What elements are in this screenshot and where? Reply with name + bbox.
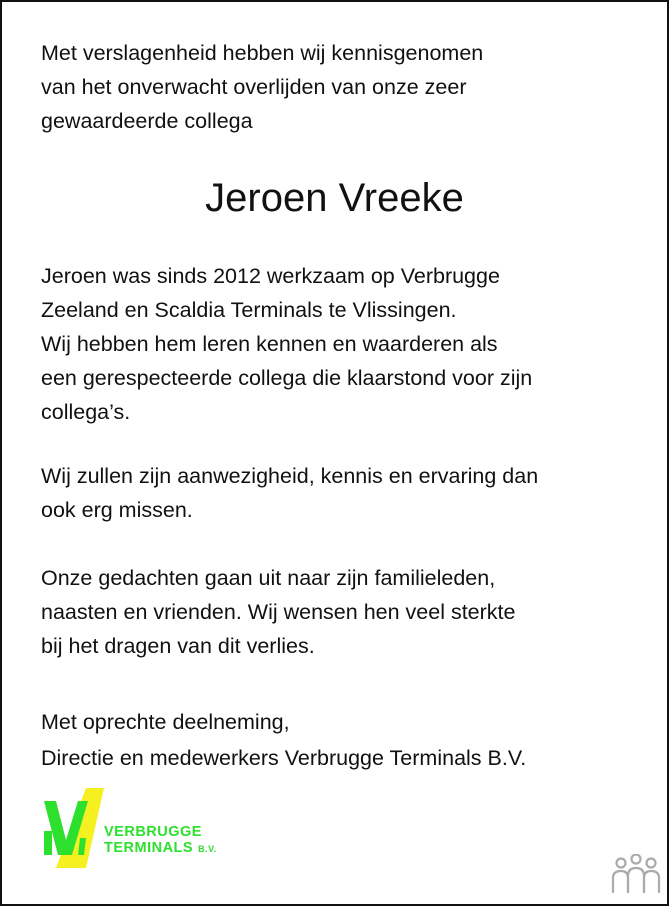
logo-wordmark [104,824,217,857]
body-line: bij het dragen van dit verlies. [41,634,315,658]
body-line: ook erg missen. [41,498,193,522]
body-line: Wij zullen zijn aanwezigheid, kennis en ervaring dan [41,464,539,488]
body-line: Wij hebben hem leren kennen en waarderen als [41,332,498,356]
logo-line-1: VERBRUGGE [104,824,202,840]
intro-line: Met verslagenheid hebben wij kennisgenomen [41,41,484,65]
body-line: Onze gedachten gaan uit naar zijn familieleden, [41,566,496,590]
intro-line: gewaardeerde collega [41,109,253,133]
body-line: een gerespecteerde collega die klaarstond voor zijn [41,366,533,390]
deceased-name: Jeroen Vreeke [205,176,464,220]
body-line: naasten en vrienden. Wij wensen hen veel sterkte [41,600,516,624]
logo-v-mark-icon [42,788,104,868]
people-group-icon [611,854,661,894]
body-line: collega’s. [41,400,131,424]
logo-suffix: B.V. [198,844,217,854]
intro-line: van het onverwacht overlijden van onze zeer [41,75,467,99]
body-line: Jeroen was sinds 2012 werkzaam op Verbrugge [41,264,500,288]
body-line: Zeeland en Scaldia Terminals te Vlissingen. [41,298,457,322]
verbrugge-logo [42,788,262,868]
closing-line: Met oprechte deelneming, [41,710,290,734]
closing-line: Directie en medewerkers Verbrugge Terminals B.V. [41,746,527,770]
logo-line-2: TERMINALS [104,840,194,856]
